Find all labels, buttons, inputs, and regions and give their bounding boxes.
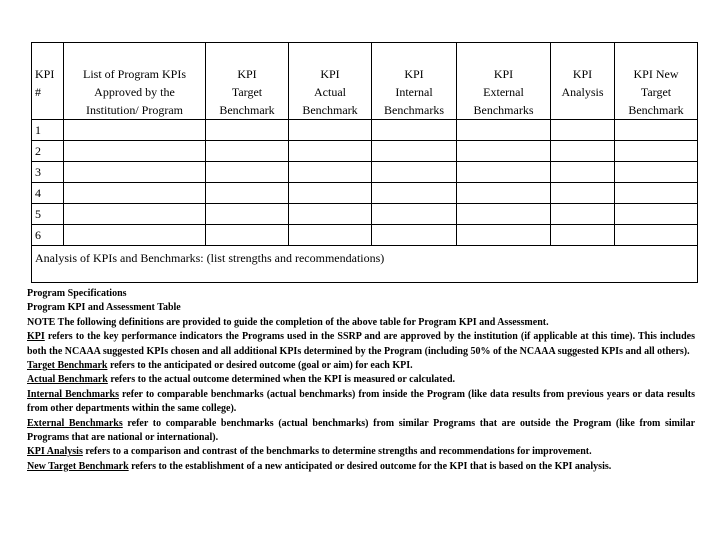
header-line: KPI — [320, 67, 340, 81]
definition-internal-benchmarks — [27, 388, 695, 417]
table-cell[interactable] — [289, 162, 372, 183]
table-cell[interactable] — [551, 162, 615, 183]
table-cell[interactable] — [457, 204, 551, 225]
table-cell[interactable] — [289, 204, 372, 225]
header-actual-benchmark — [289, 43, 372, 120]
table-row — [32, 141, 698, 162]
table-cell[interactable] — [206, 162, 289, 183]
table-cell[interactable] — [457, 225, 551, 246]
table-cell[interactable] — [615, 120, 698, 141]
table-cell[interactable] — [551, 120, 615, 141]
table-cell[interactable] — [289, 183, 372, 204]
analysis-label: Analysis of KPIs and Benchmarks: (list strengths and recommendations) — [35, 251, 385, 265]
table-cell[interactable] — [551, 183, 615, 204]
term-internal-benchmarks: Internal Benchmarks — [27, 388, 119, 400]
def-target-benchmark: refers to the anticipated or desired outcome (goal or aim) for each KPI. — [107, 360, 413, 372]
table-cell[interactable] — [372, 141, 457, 162]
table-cell[interactable] — [206, 225, 289, 246]
header-line: KPI — [572, 67, 593, 81]
definition-kpi — [27, 330, 695, 359]
definition-new-target-benchmark — [27, 460, 695, 474]
table-cell[interactable] — [372, 225, 457, 246]
table-row — [32, 204, 698, 225]
table-cell[interactable] — [615, 225, 698, 246]
table-cell[interactable] — [457, 120, 551, 141]
definitions-notes — [27, 287, 695, 474]
notes-intro: NOTE The following definitions are provided to guide the completion of the above table for Program KPI and Assessment. — [27, 316, 549, 328]
def-internal-benchmarks: refer to comparable benchmarks (actual benchmarks) from inside the Program (like data results from previous years or data results from other departments within the same college). — [27, 388, 695, 415]
term-kpi-analysis: KPI Analysis — [27, 446, 83, 458]
table-cell[interactable] — [289, 141, 372, 162]
def-actual-benchmark: refers to the actual outcome determined when the KPI is measured or calculated. — [107, 374, 456, 386]
table-row — [32, 162, 698, 183]
table-cell[interactable] — [206, 183, 289, 204]
table-cell[interactable] — [64, 120, 206, 141]
header-line: List of Program KPIs — [83, 67, 186, 81]
header-line: KPI — [404, 67, 424, 81]
header-external-benchmarks — [457, 43, 551, 120]
header-target-benchmark — [206, 43, 289, 120]
header-kpi-number — [32, 43, 64, 120]
table-row — [32, 120, 698, 141]
header-line: Institution/ Program — [86, 103, 183, 117]
header-line: Target — [640, 85, 672, 99]
table-cell[interactable] — [372, 162, 457, 183]
notes-heading-1: Program Specifications — [27, 288, 127, 299]
term-actual-benchmark: Actual Benchmark — [27, 374, 108, 386]
table-cell[interactable] — [615, 162, 698, 183]
row-number: 1 — [32, 120, 64, 141]
header-line: Analysis — [561, 85, 604, 99]
definition-kpi-analysis — [27, 445, 695, 459]
table-header-row — [32, 43, 698, 120]
table-cell[interactable] — [372, 204, 457, 225]
table-cell[interactable] — [64, 162, 206, 183]
table-cell[interactable] — [551, 141, 615, 162]
table-cell[interactable] — [206, 120, 289, 141]
definition-external-benchmarks — [27, 417, 695, 446]
header-line: Benchmarks — [473, 103, 534, 117]
def-new-target-benchmark: refers to the establishment of a new anticipated or desired outcome for the KPI that is based on the KPI analysis. — [128, 460, 612, 472]
row-number: 4 — [32, 183, 64, 204]
kpi-assessment-table — [31, 42, 698, 283]
table-cell[interactable] — [615, 183, 698, 204]
table-cell[interactable] — [289, 120, 372, 141]
table-cell[interactable] — [289, 225, 372, 246]
header-line: External — [483, 85, 524, 99]
row-number: 5 — [32, 204, 64, 225]
row-number: 6 — [32, 225, 64, 246]
header-line: Benchmark — [628, 103, 684, 117]
term-new-target-benchmark: New Target Benchmark — [27, 460, 129, 472]
definition-target-benchmark — [27, 359, 695, 373]
table-cell[interactable] — [551, 225, 615, 246]
notes-heading-2: Program KPI and Assessment Table — [27, 302, 181, 314]
term-external-benchmarks: External Benchmarks — [27, 417, 123, 429]
table-cell[interactable] — [64, 204, 206, 225]
table-cell[interactable] — [457, 141, 551, 162]
table-cell[interactable] — [615, 204, 698, 225]
header-line: KPI — [35, 67, 55, 81]
table-cell[interactable] — [457, 183, 551, 204]
table-cell[interactable] — [372, 120, 457, 141]
term-kpi: KPI — [27, 331, 45, 343]
header-line: KPI — [493, 67, 514, 81]
header-line: Approved by the — [94, 85, 175, 99]
header-line: Actual — [314, 85, 346, 99]
table-row — [32, 183, 698, 204]
table-cell[interactable] — [206, 141, 289, 162]
row-number: 3 — [32, 162, 64, 183]
table-cell[interactable] — [615, 141, 698, 162]
analysis-row — [32, 246, 698, 283]
header-kpi-list — [64, 43, 206, 120]
header-line: KPI New — [633, 67, 679, 81]
header-line: Internal — [395, 85, 433, 99]
term-target-benchmark: Target Benchmark — [27, 360, 108, 372]
def-kpi: refers to the key performance indicators the Programs used in the SSRP and are approved by the institution (if applicable at this time). This includes both the NCAAA suggested KPIs chosen and all additional KPIs determined by the Program (including 50% of the NCAAA suggested KPIs and all others). — [27, 331, 695, 357]
header-line: KPI — [237, 67, 257, 81]
header-internal-benchmarks — [372, 43, 457, 120]
table-cell[interactable] — [64, 141, 206, 162]
table-cell[interactable] — [457, 162, 551, 183]
table-cell[interactable] — [64, 183, 206, 204]
header-kpi-analysis — [551, 43, 615, 120]
definition-actual-benchmark — [27, 373, 695, 387]
header-line: # — [35, 85, 41, 99]
header-line: Benchmarks — [384, 103, 444, 117]
table-cell[interactable] — [64, 225, 206, 246]
header-line: Benchmark — [302, 103, 358, 117]
def-external-benchmarks: refer to comparable benchmarks (actual benchmarks) from similar Programs that are outside the Program (like from similar Programs that are national or international). — [27, 417, 696, 444]
table-cell[interactable] — [206, 204, 289, 225]
table-cell[interactable] — [551, 204, 615, 225]
row-number: 2 — [32, 141, 64, 162]
analysis-cell[interactable] — [32, 246, 698, 283]
header-line: Benchmark — [219, 103, 275, 117]
header-line: Target — [231, 85, 263, 99]
def-kpi-analysis: refers to a comparison and contrast of the benchmarks to determine strengths and recommendations for improvement. — [82, 446, 592, 458]
table-cell[interactable] — [372, 183, 457, 204]
table-row — [32, 225, 698, 246]
header-new-target-benchmark — [615, 43, 698, 120]
